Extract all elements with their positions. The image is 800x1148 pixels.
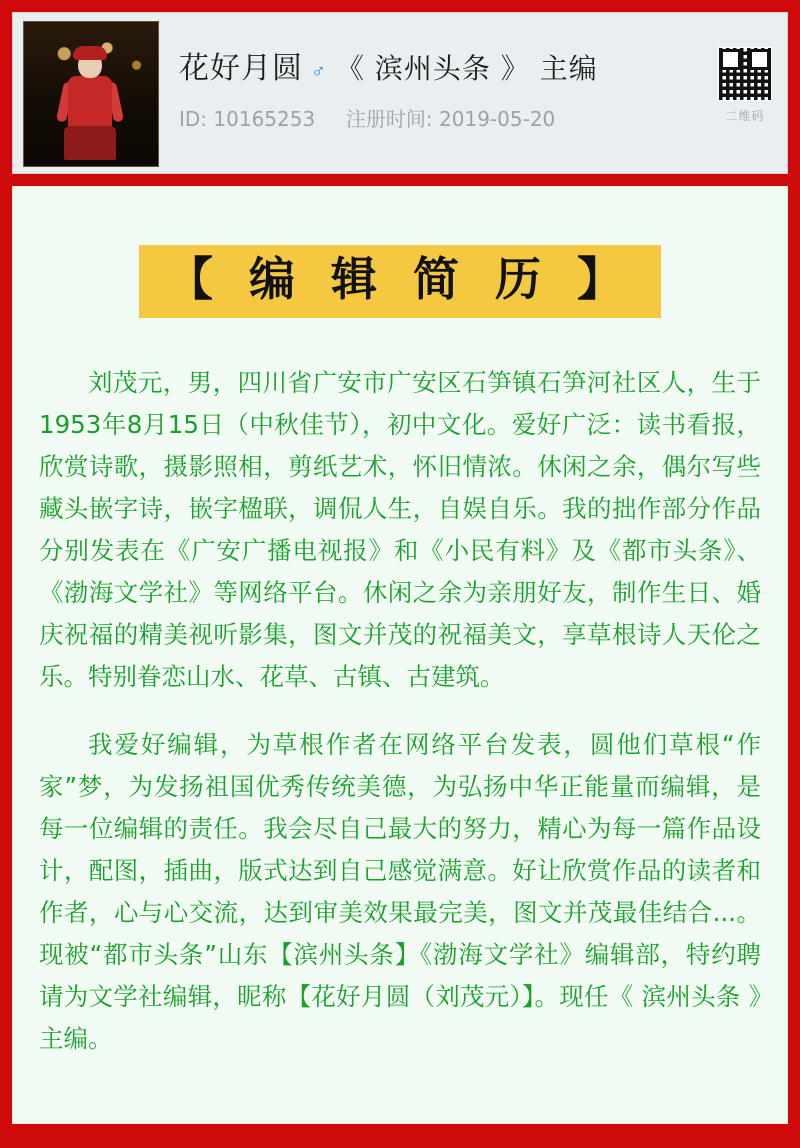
id-label: ID: [179, 107, 208, 131]
qr-code-label: 二维码 [725, 109, 765, 123]
gender-male-icon: ♂ [311, 61, 326, 83]
avatar-hat [73, 46, 107, 60]
avatar-figure [62, 52, 118, 160]
profile-meta-line [179, 103, 713, 132]
profile-header-card [12, 12, 788, 174]
banner [39, 245, 761, 318]
avatar-skirt [64, 126, 116, 160]
register-time-label: 注册时间: [345, 107, 433, 131]
profile-name-line [179, 43, 713, 87]
qr-code-area[interactable] [713, 21, 777, 124]
banner-title: 【 编 辑 简 历 】 [166, 252, 634, 306]
id-value: 10165253 [213, 107, 316, 131]
profile-info [159, 21, 713, 132]
banner-highlight [139, 245, 661, 318]
resume-paragraph-1: 刘茂元，男，四川省广安市广安区石笋镇石笋河社区人，生于1953年8月15日（中秋佳节），初中文化。爱好广泛：读书看报，欣赏诗歌，摄影照相，剪纸艺术，怀旧情浓。休闲之余，偶尔写些藏头嵌字诗，嵌字楹联，调侃人生，自娱自乐。我的拙作部分作品分别发表在《广安广播电视报》和《小民有料》及《都市头条》、《渤海文学社》等网络平台。休闲之余为亲朋好友，制作生日、婚庆祝福的精美视听影集，图文并茂的祝福美文，享草根诗人天伦之乐。特别眷恋山水、花草、古镇、古建筑。 [39, 367, 761, 691]
profile-nickname: 花好月圆 [179, 51, 303, 86]
profile-title: 《 滨州头条 》 主编 [336, 52, 598, 85]
resume-paragraph-2: 我爱好编辑，为草根作者在网络平台发表，圆他们草根“作家”梦，为发扬祖国优秀传统美德，为弘扬中华正能量而编辑，是每一位编辑的责任。我会尽自己最大的努力，精心为每一篇作品设计，配图，插曲，版式达到自己感觉满意。好让欣赏作品的读者和作者，心与心交流，达到审美效果最完美，图文并茂最佳结合...。现被“都市头条”山东【滨州头条】《渤海文学社》编辑部，特约聘请为文学社编辑，昵称【花好月圆（刘茂元）】。现任《 滨州头条 》主编。 [39, 729, 761, 1053]
qr-code-icon[interactable] [718, 47, 772, 101]
register-time-value: 2019-05-20 [439, 107, 556, 131]
resume-content-card [12, 186, 788, 1124]
avatar[interactable] [23, 21, 159, 167]
